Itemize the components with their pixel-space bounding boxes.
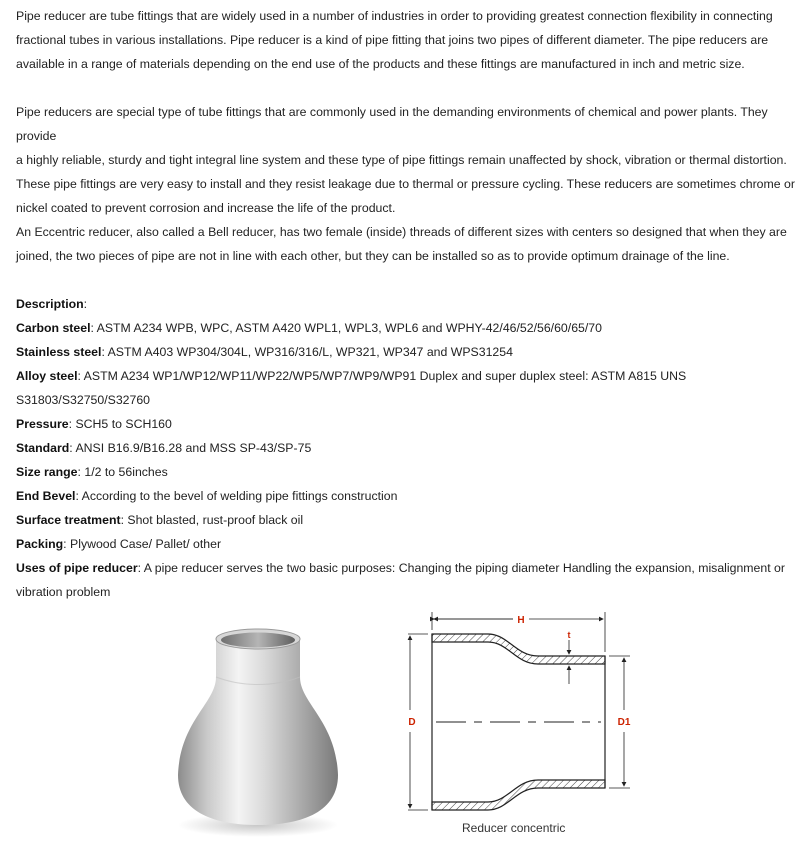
- spec-alloy-steel-continued: S31803/S32750/S32760: [16, 393, 151, 407]
- reducer-bottom-wall: [432, 780, 605, 810]
- intro-paragraph-1-line-2: fractional tubes in various installations. Pipe reducer is a kind of pipe fitting that joins two pipes of different diameter. The pipe reducers are: [16, 33, 769, 47]
- spec-alloy-steel: Alloy steel: ASTM A234 WP1/WP12/WP11/WP22/WP5/WP7/WP9/WP91 Duplex and super duplex steel: ASTM A815 UNS: [16, 369, 687, 383]
- intro-paragraph-2-line-1: Pipe reducers are special type of tube fittings that are commonly used in the demanding environments of chemical and power plants. They provide: [16, 105, 768, 143]
- dimension-t-label: t: [567, 630, 571, 640]
- spec-surface-treatment: Surface treatment: Shot blasted, rust-proof black oil: [16, 513, 304, 527]
- reducer-top-wall: [432, 634, 605, 664]
- spec-standard: Standard: ANSI B16.9/B16.28 and MSS SP-43/SP-75: [16, 441, 312, 455]
- intro-paragraph-2-line-4: nickel coated to prevent corrosion and increase the life of the product.: [16, 201, 396, 215]
- dimension-d-label: D: [408, 717, 416, 728]
- intro-paragraph-2-line-6: joined, the two pieces of pipe are not in line with each other, but they can be installed so as to provide optimum drainage of the line.: [16, 249, 730, 263]
- spec-carbon-steel: Carbon steel: ASTM A234 WPB, WPC, ASTM A420 WPL1, WPL3, WPL6 and WPHY-42/46/52/56/60/65/70: [16, 321, 602, 335]
- intro-paragraph-2-line-2: a highly reliable, sturdy and tight integral line system and these type of pipe fittings remain unaffected by shock, vibration or thermal distortion.: [16, 153, 787, 167]
- intro-paragraph-2-line-5: An Eccentric reducer, also called a Bell reducer, has two female (inside) threads of different sizes with centers so designed that when they are: [16, 225, 787, 239]
- spec-stainless-steel: Stainless steel: ASTM A403 WP304/304L, WP316/316/L, WP321, WP347 and WPS31254: [16, 345, 513, 359]
- dimension-h-label: H: [517, 615, 525, 626]
- description-heading: Description:: [16, 297, 88, 311]
- reducer-concentric-diagram: [398, 606, 648, 844]
- intro-paragraph-2-line-3: These pipe fittings are very easy to install and they resist leakage due to thermal or pressure cycling. These reducers are sometimes chrome or: [16, 177, 795, 191]
- spec-uses: Uses of pipe reducer: A pipe reducer serves the two basic purposes: Changing the piping diameter Handling the expansion, misalignment or: [16, 561, 785, 575]
- spec-uses-continued: vibration problem: [16, 585, 111, 599]
- article-body: [16, 4, 801, 604]
- spec-packing: Packing: Plywood Case/ Pallet/ other: [16, 537, 222, 551]
- intro-paragraph-1-line-3: available in a range of materials depending on the end use of the products and these fittings are manufactured in inch and metric size.: [16, 57, 745, 71]
- dimension-d1-label: D1: [617, 717, 631, 728]
- intro-paragraph-1-line-1: Pipe reducer are tube fittings that are widely used in a number of industries in order to providing greatest connection flexibility in connecting: [16, 9, 773, 23]
- diagram-caption: Reducer concentric: [462, 821, 566, 835]
- spec-end-bevel: End Bevel: According to the bevel of welding pipe fittings construction: [16, 489, 398, 503]
- spec-size-range: Size range: 1/2 to 56inches: [16, 465, 168, 479]
- reducer-photo: [172, 625, 344, 840]
- spec-pressure: Pressure: SCH5 to SCH160: [16, 417, 172, 431]
